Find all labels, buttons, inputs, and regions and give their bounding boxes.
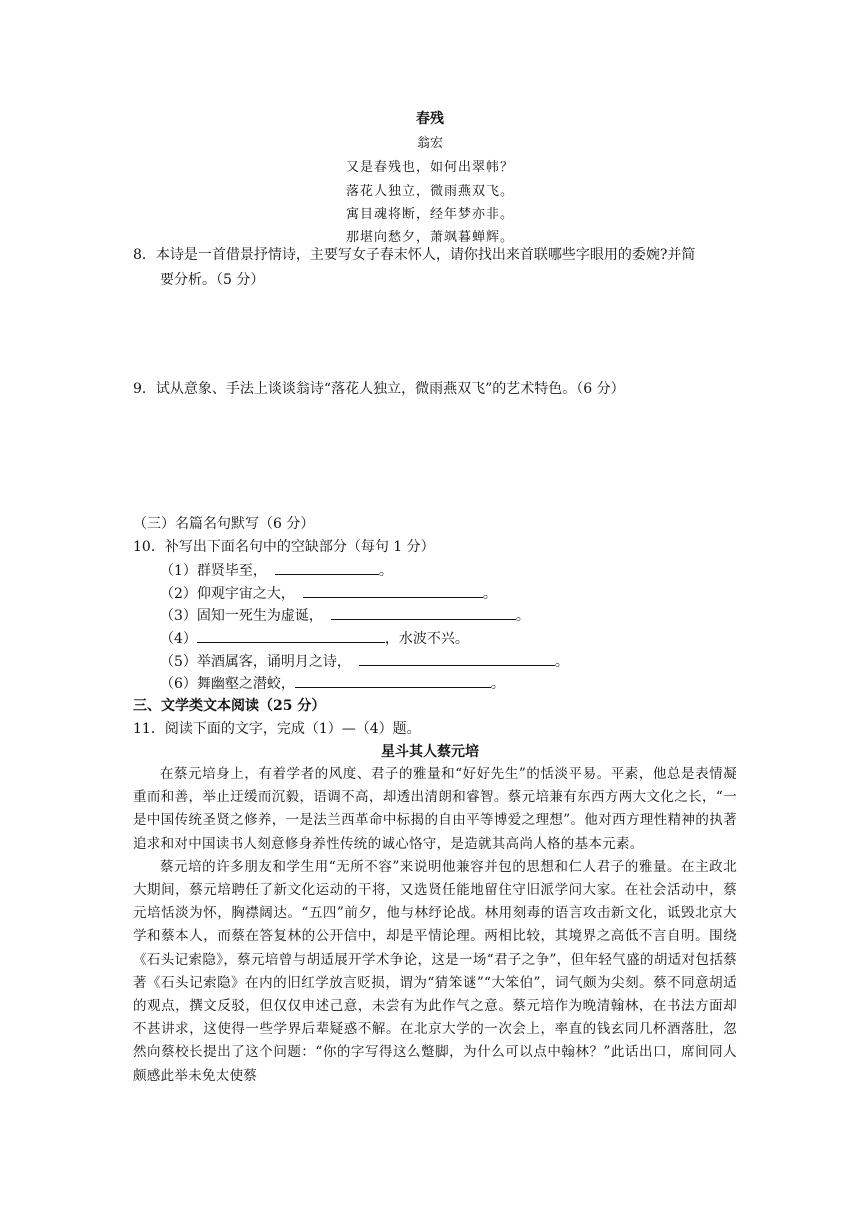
article-paragraph: 在蔡元培身上，有着学者的风度、君子的雅量和“好好先生”的恬淡平易。平素，他总是表情凝重而和善，举止迂缓而沉毅，语调不高，却透出清朗和睿智。蔡元培兼有东西方两大文化之长，“一是中国传统圣贤之修养，一是法兰西革命中标揭的自由平等博爱之理想”。他对西方理性精神的执著追求和对中国读书人刻意修身养性传统的诚心恪守，是造就其高尚人格的基本元素。 xyxy=(133,766,737,852)
article-paragraph: 蔡元培的许多朋友和学生用“无所不容”来说明他兼容并包的思想和仁人君子的雅量。在主政北大期间，蔡元培聘任了新文化运动的干将，又选贤任能地留住守旧派学问大家。在社会活动中，蔡元培恬淡为怀，胸襟阔达。“五四”前夕，他与林纾论战。林用刻毒的语言攻击新文化，诋毁北京大学和蔡本人，而蔡在答复林的公开信中，却是平情论理。两相比较，其境界之高低不言自明。围绕《石头记索隐》，蔡元培曾与胡适展开学术争论，这是一场“君子之争”，但年轻气盛的胡适对包括蔡著《石头记索隐》在内的旧红学放言贬损，谓为“猜笨谜”“大笨伯”，词气颇为尖刻。蔡不同意胡适的观点，撰文反驳，但仅仅申述己意，未尝有为此作气之意。蔡元培作为晚清翰林，在书法方面却不甚讲求，这使得一些学界后辈疑惑不解。在北京大学的一次会上，率直的钱玄同几杯酒落肚，忽然向蔡校长提出了这个问题：“你的字写得这么蹩脚，为什么可以点中翰林？”此话出口，席间同人颇感此举未免太使蔡 xyxy=(133,858,737,1084)
answer-blank[interactable] xyxy=(275,560,379,575)
fill-item-1 xyxy=(160,560,393,580)
fill-item-suffix: ，水波不兴。 xyxy=(384,631,469,647)
question-9: 9．试从意象、手法上谈谈翁诗“落花人独立，微雨燕双飞”的艺术特色。（6 分） xyxy=(133,381,625,397)
fill-item-prefix: （4） xyxy=(160,631,197,647)
answer-blank[interactable] xyxy=(359,651,555,666)
part-title: 三、文学类文本阅读（25 分） xyxy=(133,698,326,714)
poem-line: 又是春残也，如何出翠帏？ xyxy=(345,160,514,175)
fill-item-4 xyxy=(160,628,469,648)
fill-item-6 xyxy=(160,673,505,693)
fill-item-suffix: 。 xyxy=(554,654,569,670)
poem-author: 翁宏 xyxy=(416,136,443,151)
fill-item-2 xyxy=(160,583,497,603)
poem-title: 春残 xyxy=(416,111,444,127)
poem-line: 寓目魂将断，经年梦亦非。 xyxy=(345,207,514,222)
fill-item-prefix: （2）仰观宇宙之大， xyxy=(160,586,295,602)
question-8: 8．本诗是一首借景抒情诗，主要写女子春末怀人，请你找出来首联哪些字眼用的委婉?并简 xyxy=(133,247,696,263)
fill-item-suffix: 。 xyxy=(482,586,497,602)
fill-item-prefix: （3）固知一死生为虚诞， xyxy=(160,608,323,624)
poem-line: 落花人独立，微雨燕双飞。 xyxy=(345,184,514,199)
question-10: 10．补写出下面名句中的空缺部分（每句 1 分） xyxy=(133,539,435,555)
answer-blank[interactable] xyxy=(295,673,491,688)
article-title: 星斗其人蔡元培 xyxy=(381,744,479,760)
answer-blank[interactable] xyxy=(331,605,516,620)
fill-item-prefix: （1）群贤毕至， xyxy=(160,563,267,579)
article-body xyxy=(133,763,737,1088)
poem-line: 那堪向愁夕，萧飒暮蝉辉。 xyxy=(345,230,514,245)
fill-item-prefix: （6）舞幽壑之潜蛟， xyxy=(160,676,295,692)
section-title: （三）名篇名句默写（6 分） xyxy=(133,516,315,532)
fill-item-suffix: 。 xyxy=(378,563,393,579)
fill-item-prefix: （5）举酒属客，诵明月之诗， xyxy=(160,654,351,670)
fill-item-suffix: 。 xyxy=(490,676,505,692)
question-11: 11．阅读下面的文字，完成（1）—（4）题。 xyxy=(133,721,421,737)
answer-blank[interactable] xyxy=(303,583,483,598)
answer-blank[interactable] xyxy=(197,628,385,643)
fill-item-3 xyxy=(160,605,530,625)
fill-item-suffix: 。 xyxy=(515,608,530,624)
question-8-continued: 要分析。（5 分） xyxy=(160,272,265,288)
fill-item-5 xyxy=(160,651,569,671)
